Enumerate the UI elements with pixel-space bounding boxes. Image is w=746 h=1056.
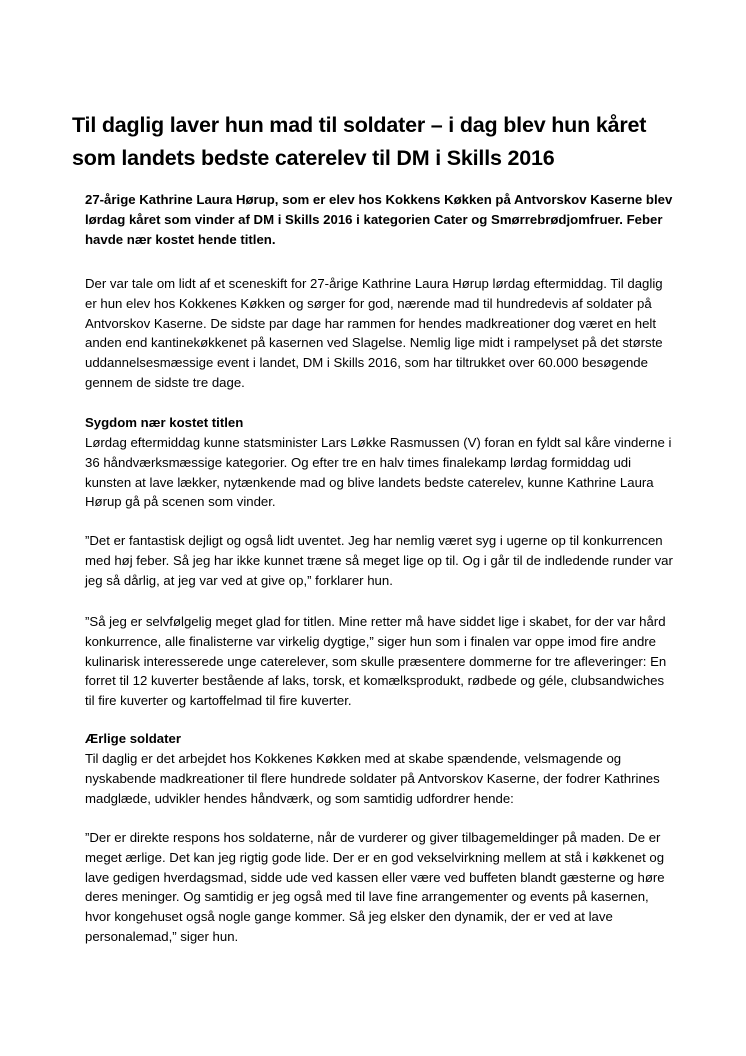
article-lead: 27-årige Kathrine Laura Hørup, som er elev hos Kokkens Køkken på Antvorskov Kaserne blev lørdag kåret som vinder af DM i Skills 2016 i kategorien Cater og Smørrebrødjomfruer. Feber havde nær kostet hende titlen. xyxy=(85,192,673,247)
article-title: Til daglig laver hun mad til soldater – i dag blev hun kåret som landets bedste caterelev til DM i Skills 2016 xyxy=(72,113,647,170)
paragraph-2: Lørdag eftermiddag kunne statsminister Lars Løkke Rasmussen (V) foran en fyldt sal kåre vinderne i 36 håndværksmæssige kategorier. Og efter tre en halv times finalekamp lørdag formiddag udi kunsten at lave lækker, nytænkende mad og blive landets bedste caterelev, kunne Kathrine Laura Hørup gå på scenen som vinder. xyxy=(85,435,672,510)
paragraph-3: ”Det er fantastisk dejligt og også lidt uventet. Jeg har nemlig været syg i ugerne op til konkurrencen med høj feber. Så jeg har ikke kunnet træne så meget lige op til. Og i går til de indledende runder var jeg så dårlig, at jeg var ved at give op,” forklarer hun. xyxy=(85,533,673,588)
paragraph-4: ”Så jeg er selvfølgelig meget glad for titlen. Mine retter må have siddet lige i skabet, for der var hård konkurrence, alle finalisterne var virkelig dygtige,” siger hun som i finalen var oppe imod fire andre kulinarisk interesserede unge caterelever, som skulle præsentere dommerne for tre afleveringer: En forret til 12 kuverter bestående af laks, torsk, et komælksprodukt, rødbede og géle, clubsandwiches til fire kuverter og kartoffelmad til fire kuverter. xyxy=(85,614,667,709)
section-heading-sygdom: Sygdom nær kostet titlen xyxy=(85,415,244,430)
paragraph-6: ”Der er direkte respons hos soldaterne, når de vurderer og giver tilbagemeldinger på maden. De er meget ærlige. Det kan jeg rigtig gode lide. Der er en god vekselvirkning mellem at stå i køkkenet og lave gedigen hverdagsmad, sidde ude ved kassen eller være ved buffeten blandt gæsterne og høre deres meninger. Og samtidig er jeg også med til lave fine arrangementer og events på kasernen, hvor kongehuset også nogle gange kommer. Så jeg elsker den dynamik, der er ved at lave personalemad,” siger hun. xyxy=(85,830,665,944)
paragraph-1: Der var tale om lidt af et sceneskift for 27-årige Kathrine Laura Hørup lørdag eftermiddag. Til daglig er hun elev hos Kokkenes Køkken og sørger for god, nærende mad til hundredevis af soldater på Antvorskov Kaserne. De sidste par dage har rammen for hendes madkreationer dog været en helt anden end kantinekøkkenet på kasernen ved Slagelse. Nemlig lige midt i rampelyset på det største uddannelsesmæssige event i landet, DM i Skills 2016, som har tiltrukket over 60.000 besøgende gennem de sidste tre dage. xyxy=(85,276,663,390)
paragraph-5: Til daglig er det arbejdet hos Kokkenes Køkken med at skabe spændende, velsmagende og nyskabende madkreationer til flere hundrede soldater på Antvorskov Kaserne, der fodrer Kathrines madglæde, udvikler hendes håndværk, og som samtidig udfordrer hende: xyxy=(85,751,660,806)
section-heading-aerlige: Ærlige soldater xyxy=(85,731,182,746)
